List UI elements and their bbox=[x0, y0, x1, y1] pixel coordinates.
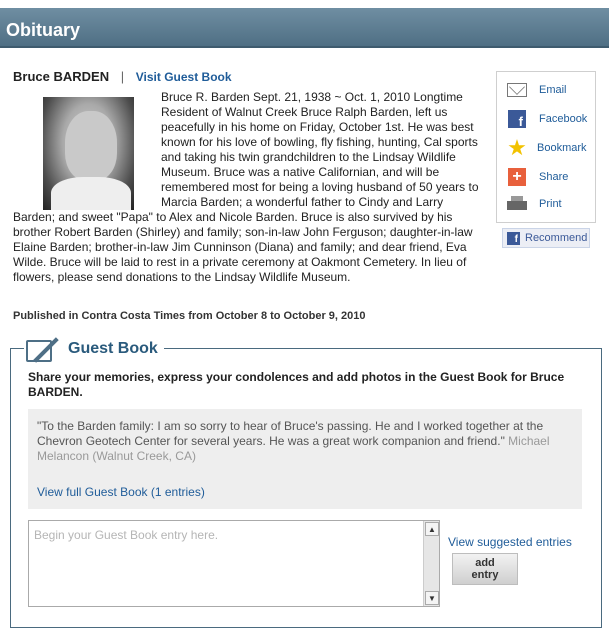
guest-book-entry-preview bbox=[28, 409, 582, 509]
recommend-label: Recommend bbox=[525, 232, 588, 244]
view-full-guest-book-link[interactable]: View full Guest Book (1 entries) bbox=[37, 485, 205, 499]
entry-author: Michael Melancon (Walnut Creek, CA) bbox=[37, 434, 550, 463]
add-entry-line2: entry bbox=[471, 569, 499, 581]
view-suggested-entries-link[interactable]: View suggested entries bbox=[448, 535, 572, 549]
print-share[interactable] bbox=[507, 194, 562, 214]
email-share[interactable] bbox=[507, 80, 567, 100]
share-label[interactable]: Share bbox=[539, 171, 569, 183]
visit-guest-book-link[interactable]: Visit Guest Book bbox=[135, 70, 232, 84]
entry-scrollbar[interactable] bbox=[423, 521, 439, 606]
plus-icon: + bbox=[507, 168, 527, 186]
share-button[interactable] bbox=[507, 167, 568, 187]
guest-book-header bbox=[24, 333, 164, 365]
entry-quote-text: "To the Barden family: I am so sorry to hear of Bruce's passing. He and I worked together at the Chevron Geotech Center for several years. He was a great work companion and friend." bbox=[37, 419, 544, 448]
bookmark-share[interactable] bbox=[507, 135, 587, 160]
entry-placeholder: Begin your Guest Book entry here. bbox=[34, 528, 219, 542]
header-bar bbox=[0, 8, 609, 48]
email-label[interactable]: Email bbox=[539, 84, 567, 96]
last-name: BARDEN bbox=[53, 69, 110, 84]
bookmark-label[interactable]: Bookmark bbox=[537, 142, 587, 154]
name-separator: | bbox=[120, 69, 125, 84]
guest-book-entry-input[interactable] bbox=[28, 520, 440, 607]
page-title: Obituary bbox=[6, 20, 81, 40]
guest-book-title: Guest Book bbox=[68, 340, 158, 357]
envelope-icon bbox=[507, 81, 527, 99]
facebook-small-icon: f bbox=[507, 232, 520, 245]
guest-book-intro: Share your memories, express your condolences and add photos in the Guest Book for Bruce BARDEN. bbox=[28, 370, 565, 399]
scroll-up-icon[interactable]: ▲ bbox=[425, 522, 439, 536]
scroll-down-icon[interactable]: ▼ bbox=[425, 591, 439, 605]
facebook-recommend-button[interactable] bbox=[502, 228, 590, 248]
facebook-icon: f bbox=[507, 110, 527, 128]
printer-icon bbox=[507, 195, 527, 213]
deceased-photo bbox=[43, 97, 134, 210]
facebook-label[interactable]: Facebook bbox=[539, 113, 588, 125]
obituary-name-line bbox=[13, 69, 232, 84]
entry-quote bbox=[37, 419, 573, 464]
share-panel bbox=[496, 71, 596, 223]
guest-book-pen-icon bbox=[24, 334, 62, 364]
first-name: Bruce bbox=[13, 69, 50, 84]
add-entry-button[interactable] bbox=[452, 553, 518, 585]
bio-text: Bruce R. Barden Sept. 21, 1938 ~ Oct. 1, 2010 Longtime Resident of Walnut Creek Bruce Ralph Barden, left us peacefully in his home on Friday, October 1st. He was best known for his love of bowling, fly fishing, hunting, Cal sports and taking his twin grandchildren to the Lindsay Wildlife Museum. Bruce was a native Californian, and will be remembered most for being a loving husband of 50 years to Marcia Barden; a wonderful father to Cindy and Larry Barden; and sweet "Papa" to Alex and Nicole Barden. Bruce is also survived by his brother Robert Barden (Shirley) and family; son-in-law John Ferguson; daughter-in-law Elaine Barden; brother-in-law Jim Cunninson (Diana) and family; and dear friend, Eva Wilde. Bruce will be laid to rest in a private ceremony at Oakmont Cemetery. In lieu of flowers, please send donations to the Lindsay Wildlife Museum. bbox=[13, 90, 479, 284]
published-note: Published in Contra Costa Times from October 8 to October 9, 2010 bbox=[13, 310, 366, 322]
print-label[interactable]: Print bbox=[539, 198, 562, 210]
facebook-share[interactable] bbox=[507, 109, 587, 129]
star-icon: ★ bbox=[507, 135, 527, 160]
add-entry-line1: add bbox=[475, 557, 495, 569]
